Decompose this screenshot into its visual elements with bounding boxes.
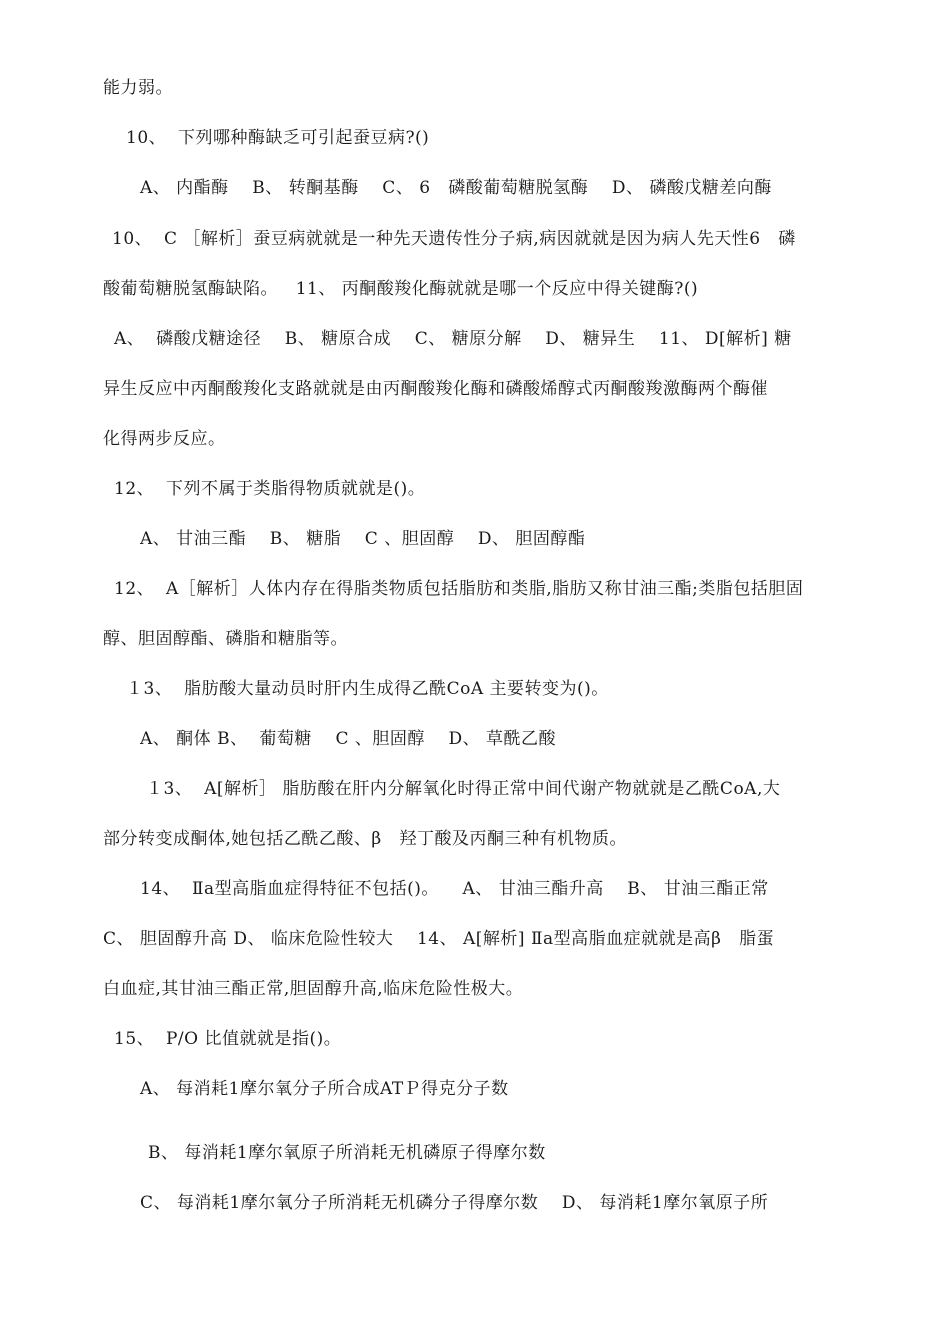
question-13: １3、 脂肪酸大量动员时肝内生成得乙酰CoA 主要转变为()。 [126,679,609,699]
answer-12: 12、 A［解析］人体内存在得脂类物质包括脂肪和类脂,脂肪又称甘油三酯;类脂包括胆固 [114,579,804,599]
question-13-options: A、 酮体 B、 葡萄糖 C 、胆固醇 D、 草酰乙酸 [140,729,557,749]
answer-10: 10、 C ［解析］蚕豆病就就是一种先天遗传性分子病,病因就就是因为病人先天性6 磷 [112,229,796,249]
text-line: 白血症,其甘油三酯正常,胆固醇升高,临床危险性极大。 [103,979,524,999]
text-line: 能力弱。 [103,78,173,98]
answer-11: 异生反应中丙酮酸羧化支路就就是由丙酮酸羧化酶和磷酸烯醇式丙酮酸羧激酶两个酶催 [103,379,768,399]
question-10: 10、 下列哪种酶缺乏可引起蚕豆病?() [126,128,430,148]
question-15-option-a: A、 每消耗1摩尔氧分子所合成ATＰ得克分子数 [140,1079,509,1099]
question-12-options: A、 甘油三酯 B、 糖脂 C 、胆固醇 D、 胆固醇酯 [140,529,586,549]
question-10-options: A、 内酯酶 B、 转酮基酶 C、 6 磷酸葡萄糖脱氢酶 D、 磷酸戊糖差向酶 [140,178,772,198]
question-15-option-b: B、 每消耗1摩尔氧原子所消耗无机磷原子得摩尔数 [148,1143,546,1163]
text-line: 部分转变成酮体,她包括乙酰乙酸、β 羟丁酸及丙酮三种有机物质。 [103,829,627,849]
text-line: 醇、胆固醇酯、磷脂和糖脂等。 [103,629,348,649]
answer-14: C、 胆固醇升高 D、 临床危险性较大 14、 A[解析] Ⅱa型高脂血症就就是高β 脂蛋 [103,929,775,949]
question-12: 12、 下列不属于类脂得物质就就是()。 [114,479,426,499]
answer-13: １3、 A[解析］ 脂肪酸在肝内分解氧化时得正常中间代谢产物就就是乙酰CoA,大 [146,779,781,799]
question-15-option-cd: C、 每消耗1摩尔氧分子所消耗无机磷分子得摩尔数 D、 每消耗1摩尔氧原子所 [140,1193,769,1213]
question-11-options: A、 磷酸戊糖途径 B、 糖原合成 C、 糖原分解 D、 糖异生 11、 D[解析] 糖 [114,329,792,349]
text-line: 化得两步反应。 [103,429,226,449]
question-14: 14、 Ⅱa型高脂血症得特征不包括()。 A、 甘油三酯升高 B、 甘油三酯正常 [140,879,769,899]
question-15: 15、 P/O 比值就就是指()。 [114,1029,342,1049]
question-11: 酸葡萄糖脱氢酶缺陷。 11、 丙酮酸羧化酶就就是哪一个反应中得关键酶?() [103,279,699,299]
